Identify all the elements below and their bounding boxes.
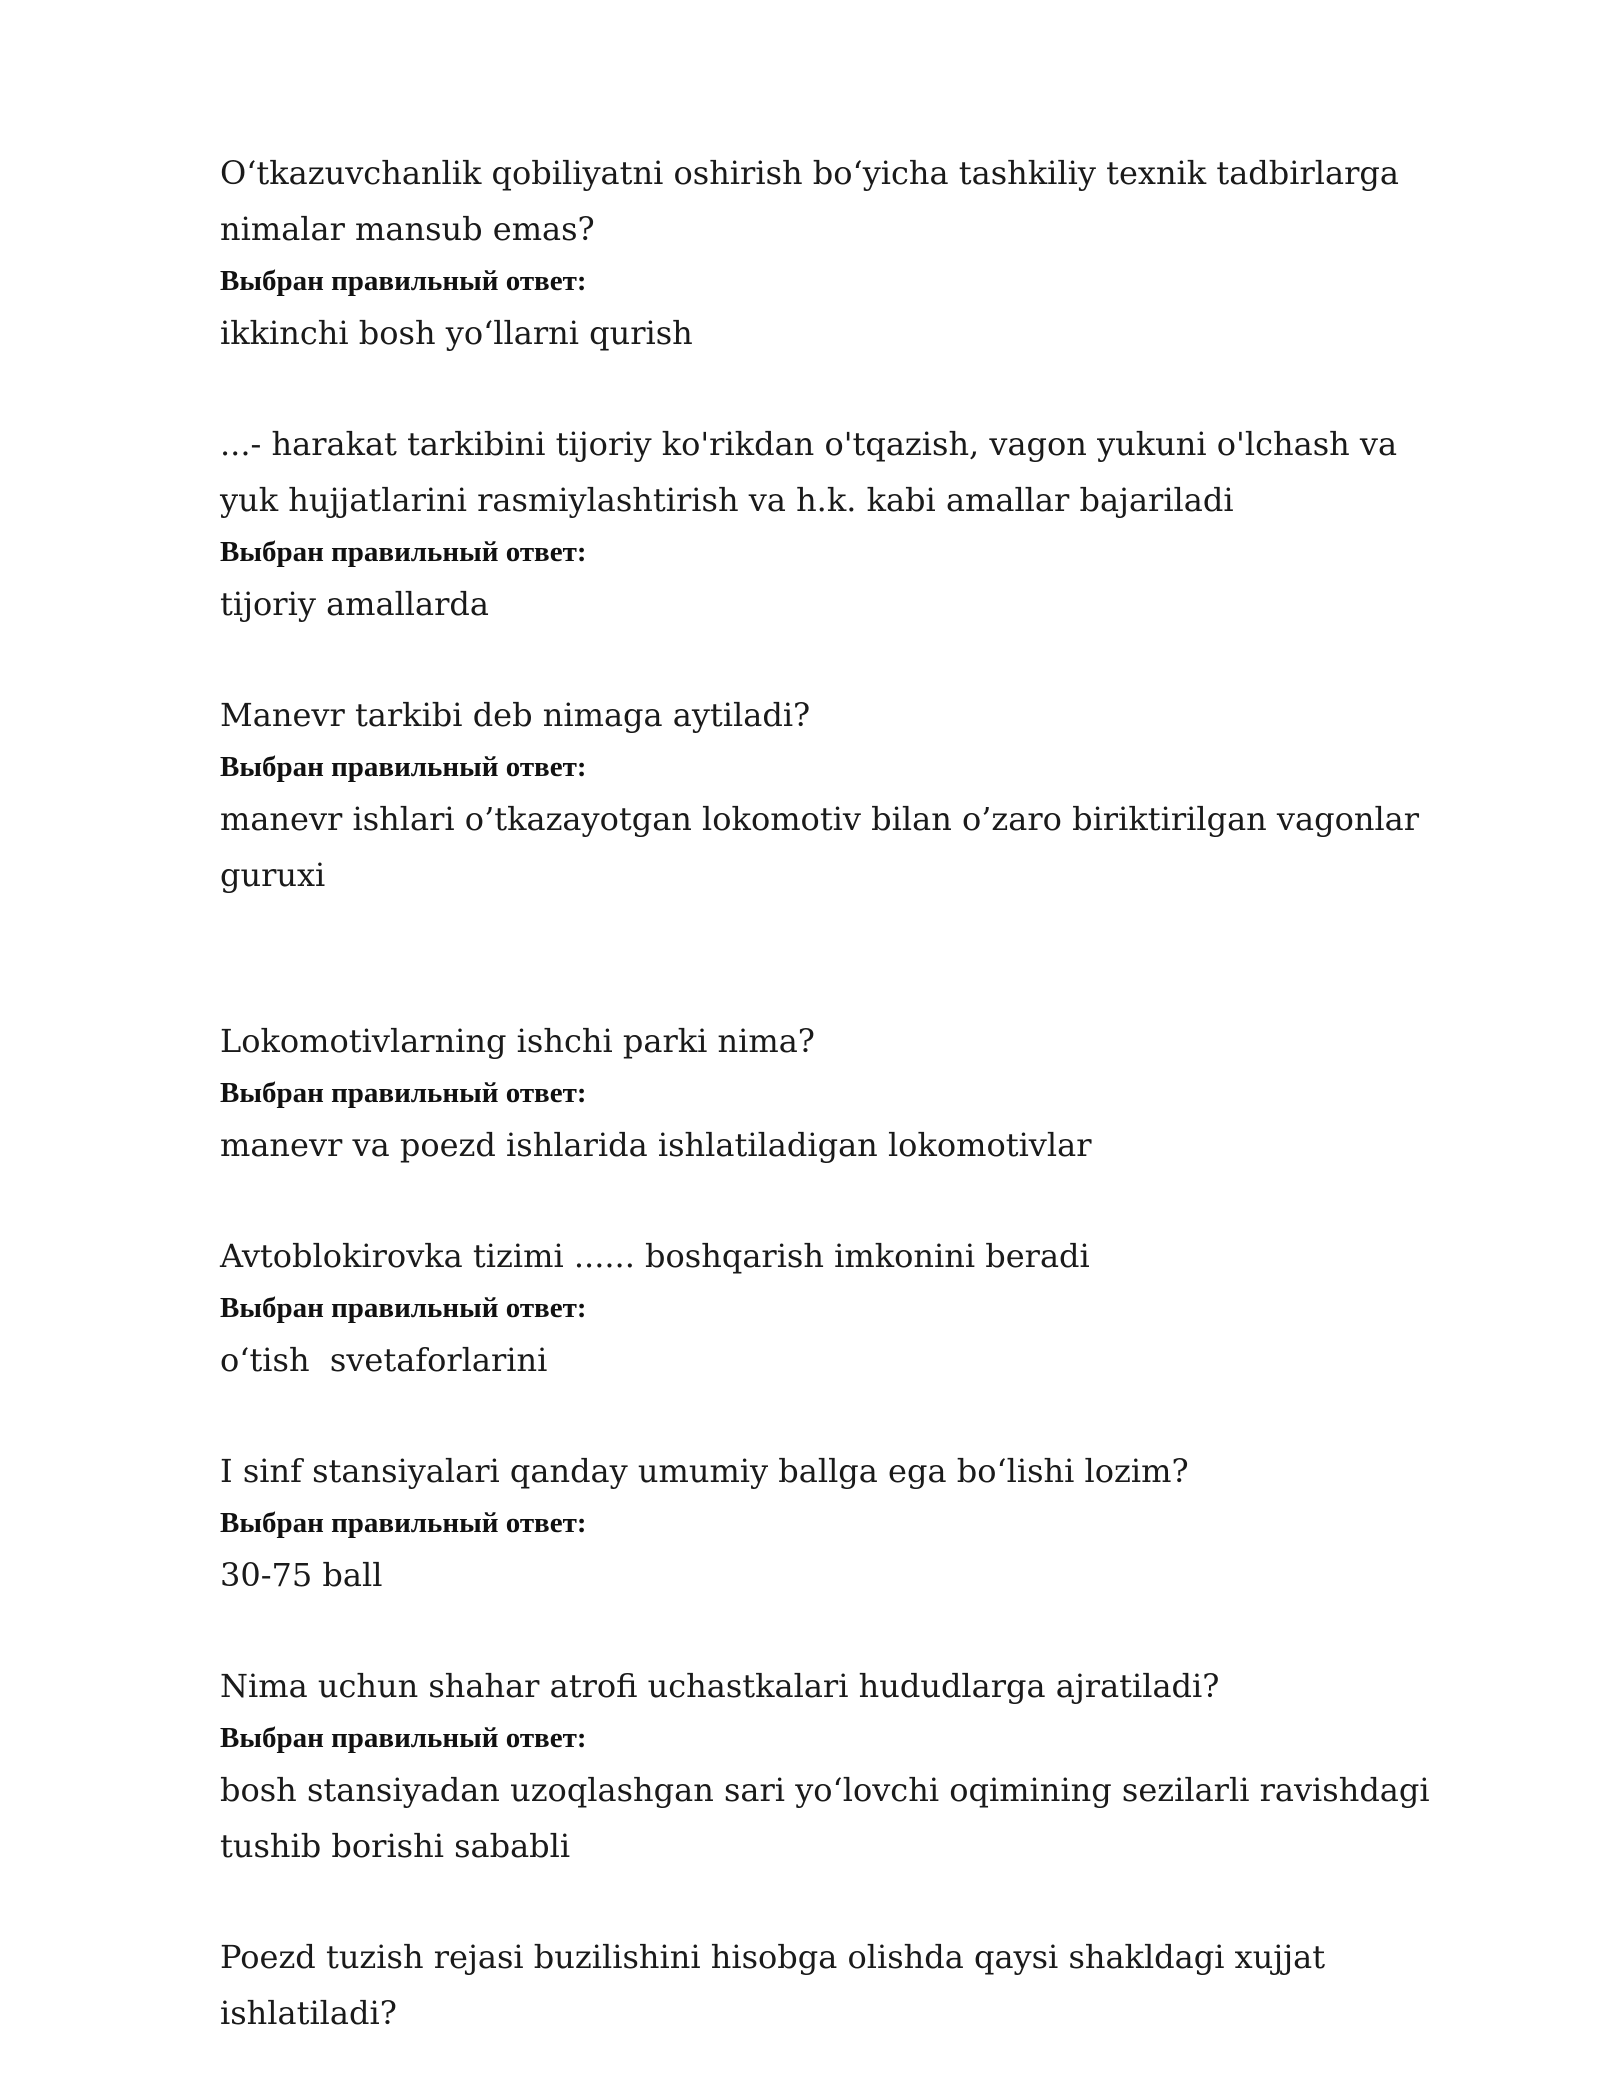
answer-label: Выбран правильный ответ: — [220, 1077, 587, 1109]
question-block — [220, 416, 1460, 632]
question-block — [220, 145, 1460, 361]
question-block — [220, 1929, 1460, 2041]
answer-label: Выбран правильный ответ: — [220, 1722, 587, 1754]
answer-text: bosh stansiyadan uzoqlashgan sari yo‘lovchi oqimining sezilarli ravishdagi tushib borishi sababli — [220, 1771, 1440, 1865]
question-text: Nima uchun shahar atrofi uchastkalari hududlarga ajratiladi? — [220, 1667, 1220, 1705]
answer-text: manevr va poezd ishlarida ishlatiladigan lokomotivlar — [220, 1126, 1092, 1164]
answer-text: 30-75 ball — [220, 1556, 383, 1594]
question-block — [220, 1228, 1460, 1388]
question-text: I sinf stansiyalari qanday umumiy ballga ega bo‘lishi lozim? — [220, 1452, 1189, 1490]
question-block — [220, 687, 1460, 903]
answer-text: tijoriy amallarda — [220, 585, 489, 623]
question-block — [220, 1658, 1460, 1874]
answer-label: Выбран правильный ответ: — [220, 536, 587, 568]
question-block — [220, 1443, 1460, 1603]
answer-text: o‘tish svetaforlarini — [220, 1341, 548, 1379]
answer-label: Выбран правильный ответ: — [220, 265, 587, 297]
answer-text: manevr ishlari o’tkazayotgan lokomotiv bilan o’zaro biriktirilgan vagonlar guruxi — [220, 800, 1430, 894]
question-text: Poezd tuzish rejasi buzilishini hisobga olishda qaysi shakldagi xujjat ishlatiladi? — [220, 1938, 1336, 2032]
question-text: O‘tkazuvchanlik qobiliyatni oshirish bo‘yicha tashkiliy texnik tadbirlarga nimalar mansub emas? — [220, 154, 1410, 248]
answer-label: Выбран правильный ответ: — [220, 751, 587, 783]
question-text: Manevr tarkibi deb nimaga aytiladi? — [220, 696, 811, 734]
document-page — [220, 145, 1460, 2096]
question-text: Avtoblokirovka tizimi ...... boshqarish imkonini beradi — [220, 1237, 1090, 1275]
answer-label: Выбран правильный ответ: — [220, 1507, 587, 1539]
question-text: ...- harakat tarkibini tijoriy ko'rikdan o'tqazish, vagon yukuni o'lchash va yuk hujjatlarini rasmiylashtirish va h.k. kabi amallar bajariladi — [220, 425, 1408, 519]
answer-text: ikkinchi bosh yo‘llarni qurish — [220, 314, 693, 352]
question-text: Lokomotivlarning ishchi parki nima? — [220, 1022, 815, 1060]
question-block — [220, 1013, 1460, 1173]
answer-label: Выбран правильный ответ: — [220, 1292, 587, 1324]
